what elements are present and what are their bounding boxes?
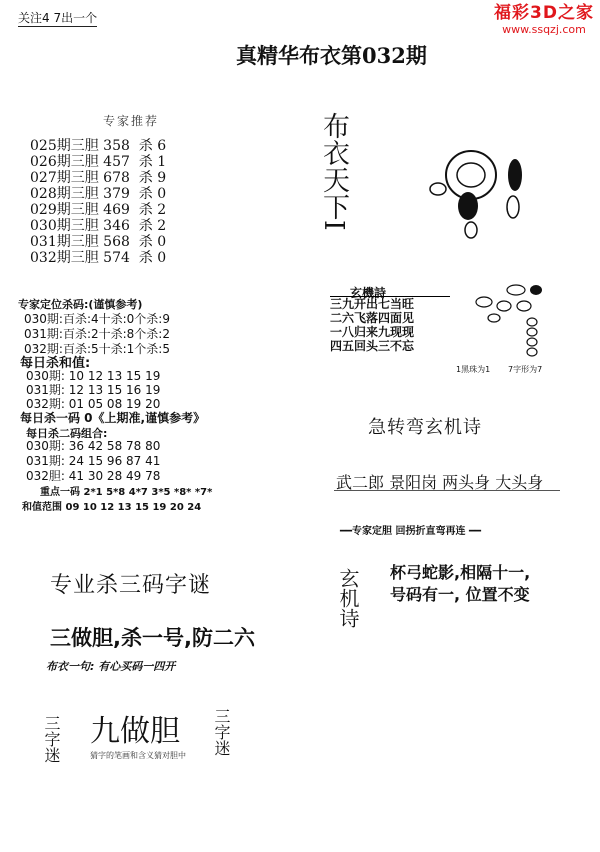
list-item: 025期三胆 358 杀 6: [30, 138, 167, 154]
list-item: 032胆: 41 30 28 49 78: [26, 469, 161, 483]
poem-line: 二六飞落四面见: [330, 311, 415, 325]
list-item: 031期: 24 15 96 87 41: [26, 454, 161, 468]
expert-header: 专家推荐: [103, 114, 160, 128]
list-item: 030期三胆 346 杀 2: [30, 218, 167, 234]
page-title: 真精华布衣第032期: [236, 43, 427, 68]
poem-line: 号码有一, 位置不变: [390, 585, 530, 604]
sanzi-left: 三字迷: [42, 715, 61, 763]
sanzi-right: 三字迷: [212, 708, 231, 756]
position-kill-list: [24, 312, 170, 357]
list-item: 032期: 01 05 08 19 20: [26, 397, 161, 411]
list-item: 030期: 36 42 58 78 80: [26, 439, 161, 453]
buyi-tianxia-heading: 布衣天下I: [318, 112, 349, 231]
wu-line: 武二郎 景阳岗 两头身 大头身: [336, 473, 544, 492]
expert-fixed-note: ━━专家定胆 回拐折直弯再连 ━━: [340, 526, 482, 537]
guess-note: 猜字的笔画和含义猜对胆中: [90, 751, 186, 760]
picks-list: [30, 138, 166, 266]
brand-url: www.ssqzj.com: [502, 23, 586, 36]
list-item: 026期三胆 457 杀 1: [30, 154, 167, 170]
riddle-word: 九做胆: [90, 714, 180, 749]
riddle-line: 三做胆,杀一号,防二六: [50, 626, 255, 650]
list-item: 031期三胆 568 杀 0: [30, 234, 167, 250]
poem-line: 四五回头三不忘: [330, 339, 415, 353]
seven-shape-note: 7字形为7: [508, 365, 543, 374]
poem-title: 玄機詩: [350, 286, 387, 300]
list-item: 031期:百杀:2十杀:8个杀:2: [24, 327, 170, 341]
buyi-line: 布衣一句: 有心买码一四开: [46, 660, 176, 673]
xuanji-vertical-heading: 玄机诗: [336, 568, 360, 628]
combo-list: [26, 439, 160, 484]
list-item: 032期:百杀:5十杀:1个杀:5: [24, 342, 170, 356]
poem-line: 杯弓蛇影,相隔十一,: [390, 563, 531, 582]
divider: [334, 490, 560, 491]
daily-sum-list: [26, 369, 160, 411]
black-ball-note: 1黑珠为1: [456, 365, 491, 374]
daily-sum-title: 每日杀和值:: [20, 356, 91, 371]
list-item: 027期三胆 678 杀 9: [30, 170, 167, 186]
list-item: 031期: 12 13 15 16 19: [26, 383, 161, 397]
poem-line: 一八归来九现现: [330, 325, 415, 339]
ball-arrangement-icon: [472, 282, 552, 362]
brand-watermark[interactable]: [494, 3, 594, 36]
list-item: 030期:百杀:4十杀:0个杀:9: [24, 312, 170, 326]
list-item: 029期三胆 469 杀 2: [30, 202, 167, 218]
brand-name: 福彩3D之家: [494, 3, 594, 23]
daily-kill-two-title: 每日杀二码组合:: [26, 427, 108, 440]
riddle-poem: [390, 562, 530, 606]
puzzle-figure-icon: [428, 140, 528, 240]
sum-range: 和值范围 09 10 12 13 15 19 20 24: [22, 502, 202, 513]
riddle-title: 专业杀三码字谜: [50, 573, 212, 598]
key-code: 重点一码 2*1 5*8 4*7 3*5 *8* *7*: [40, 487, 213, 498]
position-kill-title: 专家定位杀码:(谨慎参考): [18, 298, 143, 311]
poem-line: 三九开出七当旺: [330, 297, 415, 311]
bend-poem-title: 急转弯玄机诗: [368, 417, 482, 438]
list-item: 032期三胆 574 杀 0: [30, 250, 167, 266]
daily-kill-one: 每日杀一码 0《上期准,谨慎参考》: [20, 411, 206, 425]
list-item: 028期三胆 379 杀 0: [30, 186, 167, 202]
list-item: 030期: 10 12 13 15 19: [26, 369, 161, 383]
poem-box: [330, 296, 450, 353]
top-note: 关注4 7出一个: [18, 11, 98, 25]
